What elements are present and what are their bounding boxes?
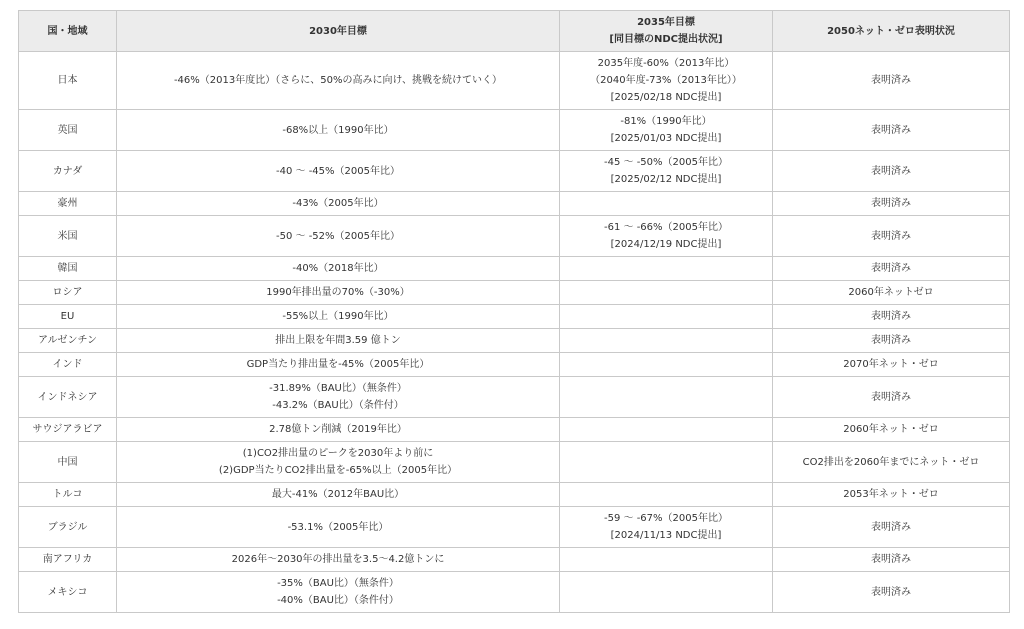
table-row xyxy=(19,377,1010,418)
cell-2030-target-line: -68%以上（1990年比） xyxy=(282,124,394,136)
cell-2030-target xyxy=(117,507,560,548)
cell-region: 米国 xyxy=(19,216,117,257)
cell-2030-target xyxy=(117,418,560,442)
cell-2035-target-line: [2025/01/03 NDC提出] xyxy=(610,133,722,144)
cell-2050-netzero: 2060年ネットゼロ xyxy=(773,281,1010,305)
cell-region: アルゼンチン xyxy=(19,329,117,353)
cell-2030-target xyxy=(117,257,560,281)
cell-2050-netzero: 表明済み xyxy=(773,257,1010,281)
table-row xyxy=(19,572,1010,613)
ndc-targets-table xyxy=(18,10,1010,613)
cell-2030-target-line: -46%（2013年度比）（さらに、50%の高みに向け、挑戦を続けていく） xyxy=(173,75,503,86)
cell-2035-target-line: [2025/02/12 NDC提出] xyxy=(610,174,722,185)
table-row xyxy=(19,548,1010,572)
cell-2050-netzero: 2060年ネット・ゼロ xyxy=(773,418,1010,442)
header-2030-target: 2030年目標 xyxy=(117,11,560,52)
cell-2050-netzero: 表明済み xyxy=(773,377,1010,418)
cell-2030-target-line: 排出上限を年間3.59 億トン xyxy=(275,335,401,346)
cell-2050-netzero: 2053年ネット・ゼロ xyxy=(773,483,1010,507)
cell-2030-target-line: 2026年～2030年の排出量を3.5～4.2億トンに xyxy=(231,554,445,565)
cell-region: サウジアラビア xyxy=(19,418,117,442)
header-region: 国・地域 xyxy=(19,11,117,52)
cell-2035-target xyxy=(560,483,773,507)
table-row xyxy=(19,257,1010,281)
cell-2030-target-line: 1990年排出量の70%（-30%） xyxy=(266,287,410,298)
cell-2030-target xyxy=(117,110,560,151)
table-row xyxy=(19,329,1010,353)
cell-2050-netzero: 表明済み xyxy=(773,548,1010,572)
cell-2030-target-line: -40%（2018年比） xyxy=(292,263,384,274)
cell-2050-netzero: 表明済み xyxy=(773,192,1010,216)
header-2050-netzero: 2050ネット・ゼロ表明状況 xyxy=(773,11,1010,52)
cell-2035-target xyxy=(560,52,773,110)
cell-2030-target-line: -43%（2005年比） xyxy=(292,198,384,209)
cell-2030-target-line: -50 ～ -52%（2005年比） xyxy=(276,230,400,242)
cell-region: ロシア xyxy=(19,281,117,305)
cell-2030-target-line: -35%（BAU比）（無条件） xyxy=(277,578,399,589)
cell-region: インドネシア xyxy=(19,377,117,418)
cell-region: 英国 xyxy=(19,110,117,151)
cell-2050-netzero: 表明済み xyxy=(773,572,1010,613)
table-row xyxy=(19,52,1010,110)
table-row xyxy=(19,507,1010,548)
cell-2035-target xyxy=(560,257,773,281)
cell-2035-target-line: -45 ～ -50%（2005年比） xyxy=(604,157,728,168)
cell-2030-target-line: (2)GDP当たりCO2排出量を-65%以上（2005年比） xyxy=(218,465,458,476)
cell-2035-target-line: [2024/11/13 NDC提出] xyxy=(610,530,722,541)
cell-2030-target xyxy=(117,572,560,613)
cell-2035-target xyxy=(560,572,773,613)
table-row xyxy=(19,442,1010,483)
cell-2035-target xyxy=(560,353,773,377)
table-row xyxy=(19,281,1010,305)
cell-region: 南アフリカ xyxy=(19,548,117,572)
cell-2050-netzero: 表明済み xyxy=(773,216,1010,257)
cell-2035-target xyxy=(560,305,773,329)
cell-2035-target xyxy=(560,329,773,353)
cell-2030-target-line: 2.78億トン削減（2019年比） xyxy=(269,424,407,435)
cell-2035-target xyxy=(560,216,773,257)
cell-region: 韓国 xyxy=(19,257,117,281)
table-row xyxy=(19,483,1010,507)
cell-2035-target xyxy=(560,281,773,305)
cell-2030-target xyxy=(117,305,560,329)
cell-2035-target-line: -59 ～ -67%（2005年比） xyxy=(604,513,728,524)
cell-2035-target xyxy=(560,442,773,483)
table-row xyxy=(19,216,1010,257)
cell-2050-netzero: 2070年ネット・ゼロ xyxy=(773,353,1010,377)
table-row xyxy=(19,418,1010,442)
cell-2050-netzero: 表明済み xyxy=(773,329,1010,353)
cell-2050-netzero: CO2排出を2060年までにネット・ゼロ xyxy=(773,442,1010,483)
header-2035-target xyxy=(560,11,773,52)
cell-2030-target-line: -40%（BAU比）（条件付） xyxy=(277,595,399,606)
cell-2030-target xyxy=(117,151,560,192)
cell-2050-netzero: 表明済み xyxy=(773,507,1010,548)
cell-2035-target xyxy=(560,507,773,548)
cell-region: メキシコ xyxy=(19,572,117,613)
cell-2030-target xyxy=(117,192,560,216)
cell-2050-netzero: 表明済み xyxy=(773,305,1010,329)
header-2035-target-title: 2035年目標 xyxy=(637,17,695,28)
table-row xyxy=(19,110,1010,151)
cell-2030-target xyxy=(117,353,560,377)
cell-2030-target xyxy=(117,52,560,110)
cell-region: EU xyxy=(19,305,117,329)
cell-2030-target xyxy=(117,548,560,572)
cell-2030-target xyxy=(117,442,560,483)
cell-2030-target-line: -55%以上（1990年比） xyxy=(282,311,394,322)
table-header-row xyxy=(19,11,1010,52)
table-row xyxy=(19,151,1010,192)
cell-region: ブラジル xyxy=(19,507,117,548)
table-row xyxy=(19,192,1010,216)
cell-2030-target xyxy=(117,216,560,257)
cell-2035-target xyxy=(560,192,773,216)
table-body xyxy=(19,52,1010,613)
cell-2050-netzero: 表明済み xyxy=(773,151,1010,192)
cell-region: 豪州 xyxy=(19,192,117,216)
header-2035-target-subtitle: [同目標のNDC提出状況] xyxy=(609,34,723,45)
cell-2030-target-line: -53.1%（2005年比） xyxy=(287,521,389,533)
cell-region: トルコ xyxy=(19,483,117,507)
cell-2030-target-line: GDP当たり排出量を-45%（2005年比） xyxy=(246,359,430,370)
cell-2030-target xyxy=(117,377,560,418)
cell-2035-target-line: [2024/12/19 NDC提出] xyxy=(610,239,722,250)
cell-2030-target-line: -43.2%（BAU比）（条件付） xyxy=(272,400,404,411)
cell-2030-target-line: (1)CO2排出量のピークを2030年より前に xyxy=(242,448,434,459)
cell-2030-target xyxy=(117,483,560,507)
cell-2030-target-line: -40 ～ -45%（2005年比） xyxy=(276,165,400,177)
cell-2050-netzero: 表明済み xyxy=(773,52,1010,110)
cell-2035-target xyxy=(560,110,773,151)
table-row xyxy=(19,353,1010,377)
cell-2030-target-line: -31.89%（BAU比）（無条件） xyxy=(269,383,407,394)
cell-2030-target xyxy=(117,329,560,353)
cell-2035-target xyxy=(560,418,773,442)
cell-region: カナダ xyxy=(19,151,117,192)
cell-2035-target-line: [2025/02/18 NDC提出] xyxy=(610,92,722,103)
cell-2050-netzero: 表明済み xyxy=(773,110,1010,151)
cell-region: 日本 xyxy=(19,52,117,110)
cell-2035-target-line: 2035年度-60%（2013年比） xyxy=(597,58,735,69)
cell-2030-target xyxy=(117,281,560,305)
cell-2035-target-line: （2040年度-73%（2013年比）） xyxy=(590,75,742,86)
cell-2035-target xyxy=(560,377,773,418)
table-row xyxy=(19,305,1010,329)
cell-region: インド xyxy=(19,353,117,377)
cell-2035-target xyxy=(560,151,773,192)
cell-2035-target-line: -61 ～ -66%（2005年比） xyxy=(604,222,728,233)
cell-2035-target xyxy=(560,548,773,572)
cell-2035-target-line: -81%（1990年比） xyxy=(620,116,712,127)
cell-2030-target-line: 最大-41%（2012年BAU比） xyxy=(271,489,405,500)
cell-region: 中国 xyxy=(19,442,117,483)
